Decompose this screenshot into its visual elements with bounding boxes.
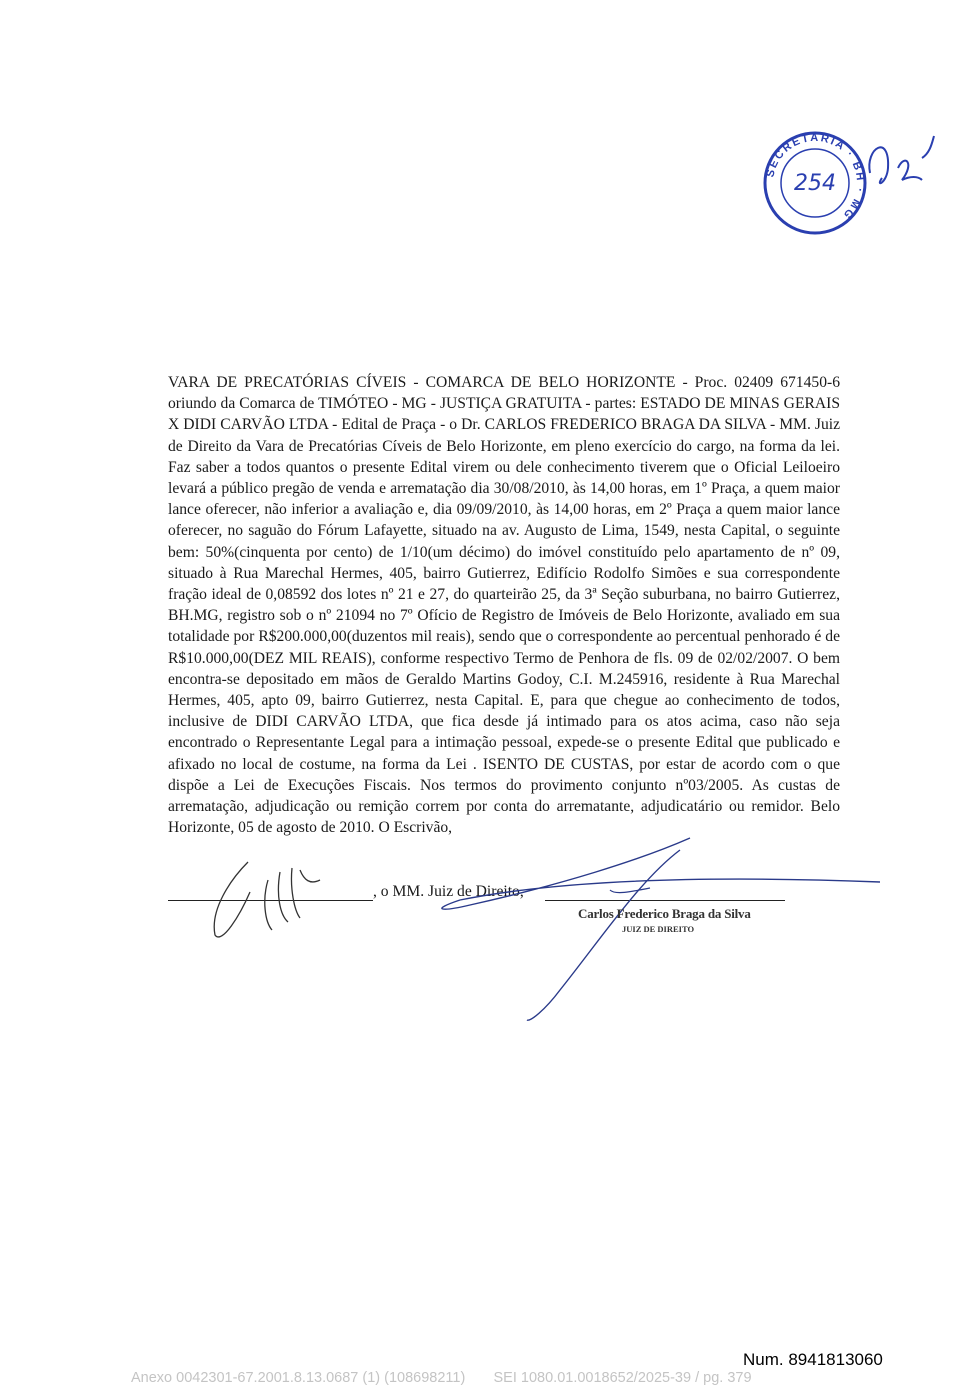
- secretaria-stamp: [760, 128, 870, 238]
- judge-signature-line: [545, 900, 785, 901]
- footer-reference: Anexo 0042301-67.2001.8.13.0687 (1) (108698211) SEI 1080.01.0018652/2025-39 / pg. 379: [131, 1370, 752, 1386]
- handwritten-page-note: [860, 128, 940, 198]
- document-number: Num. 8941813060: [743, 1350, 883, 1369]
- judge-role-stamp: JUIZ DE DIREITO: [622, 924, 695, 934]
- escrivao-signature-line: [168, 900, 373, 901]
- judge-name-stamp: Carlos Frederico Braga da Silva: [578, 906, 751, 921]
- stamp-handwritten-number: 254: [794, 171, 836, 196]
- closing-text: , o MM. Juiz de Direito,: [373, 883, 524, 900]
- handwritten-note-text: 2: [860, 128, 861, 129]
- edital-body-text: VARA DE PRECATÓRIAS CÍVEIS - COMARCA DE BELO HORIZONTE - Proc. 02409 671450-6 oriundo da Comarca de TIMÓTEO - MG - JUSTIÇA GRATUITA - partes: ESTADO DE MINAS GERAIS X DIDI CARVÃO LTDA - Edital de Praça - o Dr. CARLOS FREDERICO BRAGA DA SILVA - MM. Juiz de Direito da Vara de Precatórias Cíveis de Belo Horizonte, em pleno exercício do cargo, na forma da lei. Faz saber a todos quantos o presente Edital virem ou dele conhecimento tiverem que o Oficial Leiloeiro levará a público pregão de venda e arrematação dia 30/08/2010, às 14,00 horas, em 1º Praça, a quem maior lance oferecer, não inferior a avaliação e, dia 09/09/2010, às 14,00 horas, em 2º Praça a quem maior lance oferecer, no saguão do Fórum Lafayette, situado na av. Augusto de Lima, 1549, nesta Capital, o seguinte bem: 50%(cinquenta por cento) de 1/10(um décimo) do imóvel constituído pelo apartamento de nº 09, situado à Rua Marechal Hermes, 405, bairro Gutierrez, Edifício Rodolfo Simões e sua correspondente fração ideal de 0,08592 dos lotes nº 21 e 27, do quarteirão 25, da 3ª Seção suburbana, no bairro Gutierrez, BH.MG, registro sob o nº 21094 no 7º Ofício de Registro de Imóveis de Belo Horizonte, avaliado em sua totalidade por R$200.000,00(duzentos mil reais), sendo que o correspondente ao percentual penhorado é de R$10.000,00(DEZ MIL REAIS), conforme respectivo Termo de Penhora de fls. 09 de 02/02/2007. O bem encontra-se depositado em mãos de Geraldo Martins Godoy, C.I. M.245916, residente à Rua Marechal Hermes, 405, apto 09, bairro Gutierrez, nesta Capital. E, para que chegue ao conhecimento de todos, inclusive de DIDI CARVÃO LTDA, que fica desde já intimado para os atos acima, caso não seja encontrado o Representante Legal para a intimação pessoal, expede-se o presente Edital que publicado e afixado no local de costume, na forma da Lei . ISENTO DE CUSTAS, por estar de acordo com o que dispõe a Lei de Execuções Fiscais. Nos termos do provimento conjunto nº03/2005. As custas de arrematação, adjudicação ou remição correm por conta do arrematante, adjudicatário ou remidor. Belo Horizonte, 05 de agosto de 2010. O Escrivão,: [168, 374, 840, 837]
- stamp-ring-text: SECRETARIA · BH · MG: [764, 131, 867, 222]
- edital-closing-line: [168, 883, 840, 901]
